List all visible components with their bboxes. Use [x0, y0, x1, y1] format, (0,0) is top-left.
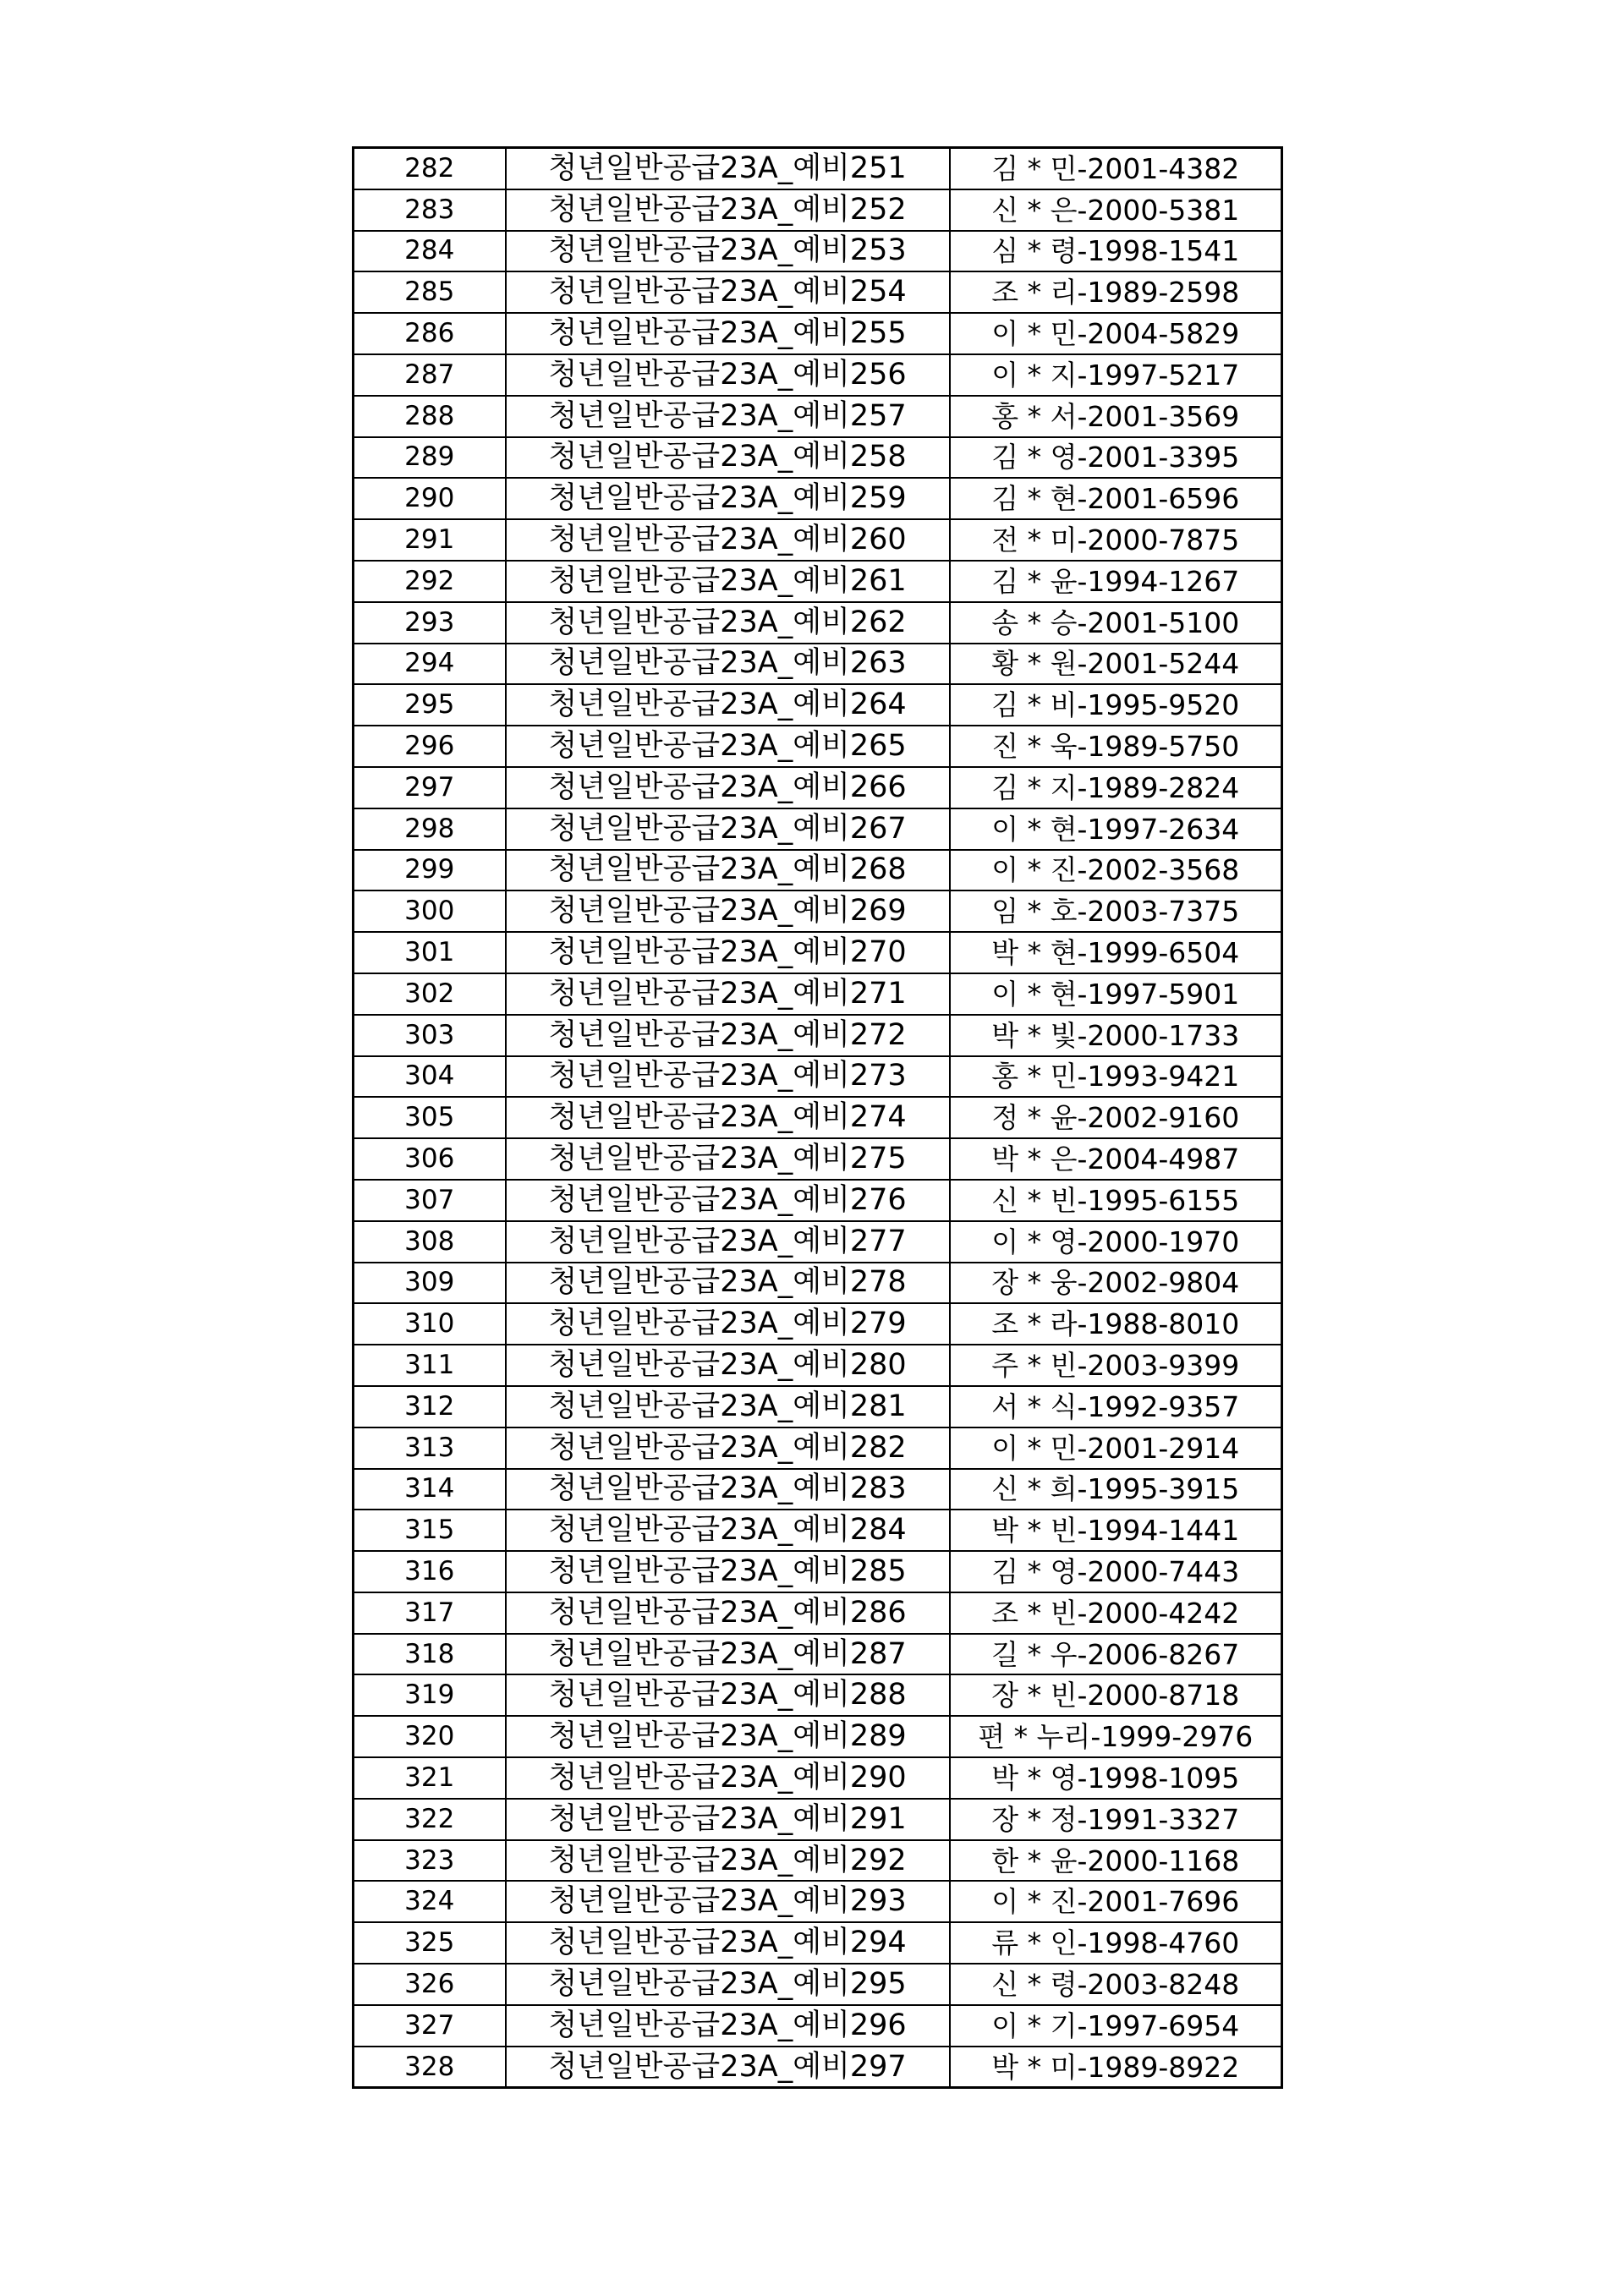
row-number-cell: 293 — [354, 602, 506, 644]
supply-category-cell: 청년일반공급23A_예비290 — [506, 1757, 950, 1799]
supply-category-cell: 청년일반공급23A_예비256 — [506, 354, 950, 396]
applicant-id-cell: 심 * 령-1998-1541 — [950, 231, 1282, 272]
supply-category-cell: 청년일반공급23A_예비251 — [506, 148, 950, 189]
applicant-id-cell: 류 * 인-1998-4760 — [950, 1922, 1282, 1964]
row-number-cell: 311 — [354, 1345, 506, 1386]
applicant-id-cell: 송 * 승-2001-5100 — [950, 602, 1282, 644]
applicant-id-cell: 홍 * 서-2001-3569 — [950, 396, 1282, 437]
table-row — [354, 684, 1282, 726]
table-row — [354, 973, 1282, 1015]
table-row — [354, 1964, 1282, 2005]
row-number-cell: 323 — [354, 1840, 506, 1882]
supply-category-cell: 청년일반공급23A_예비264 — [506, 684, 950, 726]
applicant-id-cell: 박 * 은-2004-4987 — [950, 1138, 1282, 1180]
table-row — [354, 1180, 1282, 1221]
supply-category-cell: 청년일반공급23A_예비295 — [506, 1964, 950, 2005]
table-row — [354, 1056, 1282, 1098]
supply-category-cell: 청년일반공급23A_예비293 — [506, 1881, 950, 1922]
table-row — [354, 1840, 1282, 1882]
row-number-cell: 321 — [354, 1757, 506, 1799]
supply-category-cell: 청년일반공급23A_예비255 — [506, 313, 950, 354]
table-row — [354, 313, 1282, 354]
table-row — [354, 148, 1282, 189]
table-row — [354, 1138, 1282, 1180]
row-number-cell: 317 — [354, 1592, 506, 1634]
applicant-id-cell: 김 * 민-2001-4382 — [950, 148, 1282, 189]
table-row — [354, 602, 1282, 644]
table-row — [354, 437, 1282, 479]
row-number-cell: 314 — [354, 1469, 506, 1510]
supply-category-cell: 청년일반공급23A_예비259 — [506, 478, 950, 519]
supply-category-cell: 청년일반공급23A_예비267 — [506, 808, 950, 850]
applicant-id-cell: 김 * 윤-1994-1267 — [950, 561, 1282, 602]
supply-category-cell: 청년일반공급23A_예비287 — [506, 1634, 950, 1675]
supply-category-cell: 청년일반공급23A_예비275 — [506, 1138, 950, 1180]
table-row — [354, 478, 1282, 519]
row-number-cell: 299 — [354, 850, 506, 891]
table-row — [354, 767, 1282, 808]
table-row — [354, 644, 1282, 685]
table-row — [354, 1592, 1282, 1634]
applicant-id-cell: 홍 * 민-1993-9421 — [950, 1056, 1282, 1098]
table-row — [354, 1634, 1282, 1675]
supply-category-cell: 청년일반공급23A_예비253 — [506, 231, 950, 272]
table-row — [354, 2047, 1282, 2088]
row-number-cell: 285 — [354, 271, 506, 313]
applicant-id-cell: 조 * 라-1988-8010 — [950, 1303, 1282, 1345]
applicant-id-cell: 편 * 누리-1999-2976 — [950, 1716, 1282, 1757]
row-number-cell: 291 — [354, 519, 506, 561]
table-row — [354, 1097, 1282, 1138]
applicant-id-cell: 길 * 우-2006-8267 — [950, 1634, 1282, 1675]
reserve-list-table — [352, 146, 1283, 2089]
row-number-cell: 322 — [354, 1799, 506, 1840]
applicant-id-cell: 이 * 민-2004-5829 — [950, 313, 1282, 354]
row-number-cell: 327 — [354, 2005, 506, 2047]
supply-category-cell: 청년일반공급23A_예비279 — [506, 1303, 950, 1345]
supply-category-cell: 청년일반공급23A_예비261 — [506, 561, 950, 602]
row-number-cell: 297 — [354, 767, 506, 808]
table-row — [354, 189, 1282, 231]
row-number-cell: 296 — [354, 726, 506, 767]
applicant-id-cell: 이 * 진-2002-3568 — [950, 850, 1282, 891]
table-row — [354, 1303, 1282, 1345]
applicant-id-cell: 김 * 영-2000-7443 — [950, 1551, 1282, 1592]
applicant-id-cell: 장 * 웅-2002-9804 — [950, 1263, 1282, 1304]
row-number-cell: 326 — [354, 1964, 506, 2005]
supply-category-cell: 청년일반공급23A_예비270 — [506, 932, 950, 973]
applicant-id-cell: 이 * 영-2000-1970 — [950, 1221, 1282, 1263]
row-number-cell: 318 — [354, 1634, 506, 1675]
row-number-cell: 320 — [354, 1716, 506, 1757]
row-number-cell: 309 — [354, 1263, 506, 1304]
table-row — [354, 231, 1282, 272]
table-row — [354, 396, 1282, 437]
table-row — [354, 1469, 1282, 1510]
table-row — [354, 890, 1282, 932]
row-number-cell: 308 — [354, 1221, 506, 1263]
applicant-id-cell: 조 * 리-1989-2598 — [950, 271, 1282, 313]
applicant-id-cell: 박 * 빈-1994-1441 — [950, 1510, 1282, 1551]
supply-category-cell: 청년일반공급23A_예비281 — [506, 1386, 950, 1427]
row-number-cell: 315 — [354, 1510, 506, 1551]
applicant-id-cell: 이 * 현-1997-2634 — [950, 808, 1282, 850]
row-number-cell: 289 — [354, 437, 506, 479]
supply-category-cell: 청년일반공급23A_예비282 — [506, 1427, 950, 1469]
supply-category-cell: 청년일반공급23A_예비254 — [506, 271, 950, 313]
table-row — [354, 1799, 1282, 1840]
table-row — [354, 354, 1282, 396]
table-row — [354, 1263, 1282, 1304]
applicant-id-cell: 조 * 빈-2000-4242 — [950, 1592, 1282, 1634]
applicant-id-cell: 김 * 영-2001-3395 — [950, 437, 1282, 479]
row-number-cell: 313 — [354, 1427, 506, 1469]
table-row — [354, 808, 1282, 850]
supply-category-cell: 청년일반공급23A_예비294 — [506, 1922, 950, 1964]
supply-category-cell: 청년일반공급23A_예비291 — [506, 1799, 950, 1840]
applicant-id-cell: 이 * 현-1997-5901 — [950, 973, 1282, 1015]
table-row — [354, 726, 1282, 767]
row-number-cell: 298 — [354, 808, 506, 850]
table-row — [354, 1427, 1282, 1469]
applicant-id-cell: 김 * 비-1995-9520 — [950, 684, 1282, 726]
row-number-cell: 304 — [354, 1056, 506, 1098]
applicant-id-cell: 이 * 민-2001-2914 — [950, 1427, 1282, 1469]
row-number-cell: 282 — [354, 148, 506, 189]
supply-category-cell: 청년일반공급23A_예비268 — [506, 850, 950, 891]
applicant-id-cell: 신 * 령-2003-8248 — [950, 1964, 1282, 2005]
applicant-id-cell: 이 * 지-1997-5217 — [950, 354, 1282, 396]
table-row — [354, 1015, 1282, 1056]
applicant-id-cell: 이 * 기-1997-6954 — [950, 2005, 1282, 2047]
applicant-id-cell: 신 * 희-1995-3915 — [950, 1469, 1282, 1510]
applicant-id-cell: 김 * 현-2001-6596 — [950, 478, 1282, 519]
supply-category-cell: 청년일반공급23A_예비278 — [506, 1263, 950, 1304]
row-number-cell: 324 — [354, 1881, 506, 1922]
row-number-cell: 303 — [354, 1015, 506, 1056]
applicant-id-cell: 황 * 원-2001-5244 — [950, 644, 1282, 685]
table-row — [354, 932, 1282, 973]
supply-category-cell: 청년일반공급23A_예비260 — [506, 519, 950, 561]
table-row — [354, 271, 1282, 313]
row-number-cell: 295 — [354, 684, 506, 726]
table-row — [354, 1922, 1282, 1964]
row-number-cell: 325 — [354, 1922, 506, 1964]
applicant-id-cell: 박 * 영-1998-1095 — [950, 1757, 1282, 1799]
supply-category-cell: 청년일반공급23A_예비292 — [506, 1840, 950, 1882]
supply-category-cell: 청년일반공급23A_예비289 — [506, 1716, 950, 1757]
table-row — [354, 1757, 1282, 1799]
supply-category-cell: 청년일반공급23A_예비258 — [506, 437, 950, 479]
supply-category-cell: 청년일반공급23A_예비272 — [506, 1015, 950, 1056]
supply-category-cell: 청년일반공급23A_예비274 — [506, 1097, 950, 1138]
row-number-cell: 294 — [354, 644, 506, 685]
supply-category-cell: 청년일반공급23A_예비283 — [506, 1469, 950, 1510]
row-number-cell: 316 — [354, 1551, 506, 1592]
supply-category-cell: 청년일반공급23A_예비269 — [506, 890, 950, 932]
supply-category-cell: 청년일반공급23A_예비265 — [506, 726, 950, 767]
applicant-id-cell: 장 * 빈-2000-8718 — [950, 1674, 1282, 1716]
row-number-cell: 283 — [354, 189, 506, 231]
row-number-cell: 288 — [354, 396, 506, 437]
supply-category-cell: 청년일반공급23A_예비285 — [506, 1551, 950, 1592]
applicant-id-cell: 정 * 윤-2002-9160 — [950, 1097, 1282, 1138]
row-number-cell: 310 — [354, 1303, 506, 1345]
table-row — [354, 1386, 1282, 1427]
row-number-cell: 287 — [354, 354, 506, 396]
row-number-cell: 328 — [354, 2047, 506, 2088]
applicant-id-cell: 진 * 욱-1989-5750 — [950, 726, 1282, 767]
row-number-cell: 307 — [354, 1180, 506, 1221]
table-row — [354, 1551, 1282, 1592]
row-number-cell: 306 — [354, 1138, 506, 1180]
row-number-cell: 301 — [354, 932, 506, 973]
row-number-cell: 300 — [354, 890, 506, 932]
supply-category-cell: 청년일반공급23A_예비271 — [506, 973, 950, 1015]
applicant-id-cell: 서 * 식-1992-9357 — [950, 1386, 1282, 1427]
table-row — [354, 1881, 1282, 1922]
row-number-cell: 319 — [354, 1674, 506, 1716]
row-number-cell: 305 — [354, 1097, 506, 1138]
table-row — [354, 1510, 1282, 1551]
applicant-id-cell: 박 * 미-1989-8922 — [950, 2047, 1282, 2088]
supply-category-cell: 청년일반공급23A_예비266 — [506, 767, 950, 808]
supply-category-cell: 청년일반공급23A_예비286 — [506, 1592, 950, 1634]
row-number-cell: 292 — [354, 561, 506, 602]
table-row — [354, 850, 1282, 891]
row-number-cell: 284 — [354, 231, 506, 272]
table-row — [354, 1674, 1282, 1716]
supply-category-cell: 청년일반공급23A_예비280 — [506, 1345, 950, 1386]
table-row — [354, 519, 1282, 561]
supply-category-cell: 청년일반공급23A_예비257 — [506, 396, 950, 437]
table-row — [354, 2005, 1282, 2047]
supply-category-cell: 청년일반공급23A_예비288 — [506, 1674, 950, 1716]
applicant-id-cell: 한 * 윤-2000-1168 — [950, 1840, 1282, 1882]
applicant-id-cell: 장 * 정-1991-3327 — [950, 1799, 1282, 1840]
row-number-cell: 302 — [354, 973, 506, 1015]
table-row — [354, 1716, 1282, 1757]
applicant-id-cell: 이 * 진-2001-7696 — [950, 1881, 1282, 1922]
applicant-id-cell: 박 * 빛-2000-1733 — [950, 1015, 1282, 1056]
supply-category-cell: 청년일반공급23A_예비276 — [506, 1180, 950, 1221]
applicant-id-cell: 신 * 빈-1995-6155 — [950, 1180, 1282, 1221]
row-number-cell: 286 — [354, 313, 506, 354]
row-number-cell: 290 — [354, 478, 506, 519]
supply-category-cell: 청년일반공급23A_예비277 — [506, 1221, 950, 1263]
supply-category-cell: 청년일반공급23A_예비252 — [506, 189, 950, 231]
applicant-id-cell: 주 * 빈-2003-9399 — [950, 1345, 1282, 1386]
table-row — [354, 1345, 1282, 1386]
supply-category-cell: 청년일반공급23A_예비262 — [506, 602, 950, 644]
applicant-id-cell: 박 * 현-1999-6504 — [950, 932, 1282, 973]
supply-category-cell: 청년일반공급23A_예비273 — [506, 1056, 950, 1098]
row-number-cell: 312 — [354, 1386, 506, 1427]
applicant-id-cell: 신 * 은-2000-5381 — [950, 189, 1282, 231]
table-row — [354, 561, 1282, 602]
supply-category-cell: 청년일반공급23A_예비263 — [506, 644, 950, 685]
applicant-id-cell: 김 * 지-1989-2824 — [950, 767, 1282, 808]
table-row — [354, 1221, 1282, 1263]
applicant-id-cell: 전 * 미-2000-7875 — [950, 519, 1282, 561]
supply-category-cell: 청년일반공급23A_예비296 — [506, 2005, 950, 2047]
reserve-list-body — [354, 148, 1282, 2088]
supply-category-cell: 청년일반공급23A_예비297 — [506, 2047, 950, 2088]
applicant-id-cell: 임 * 호-2003-7375 — [950, 890, 1282, 932]
supply-category-cell: 청년일반공급23A_예비284 — [506, 1510, 950, 1551]
